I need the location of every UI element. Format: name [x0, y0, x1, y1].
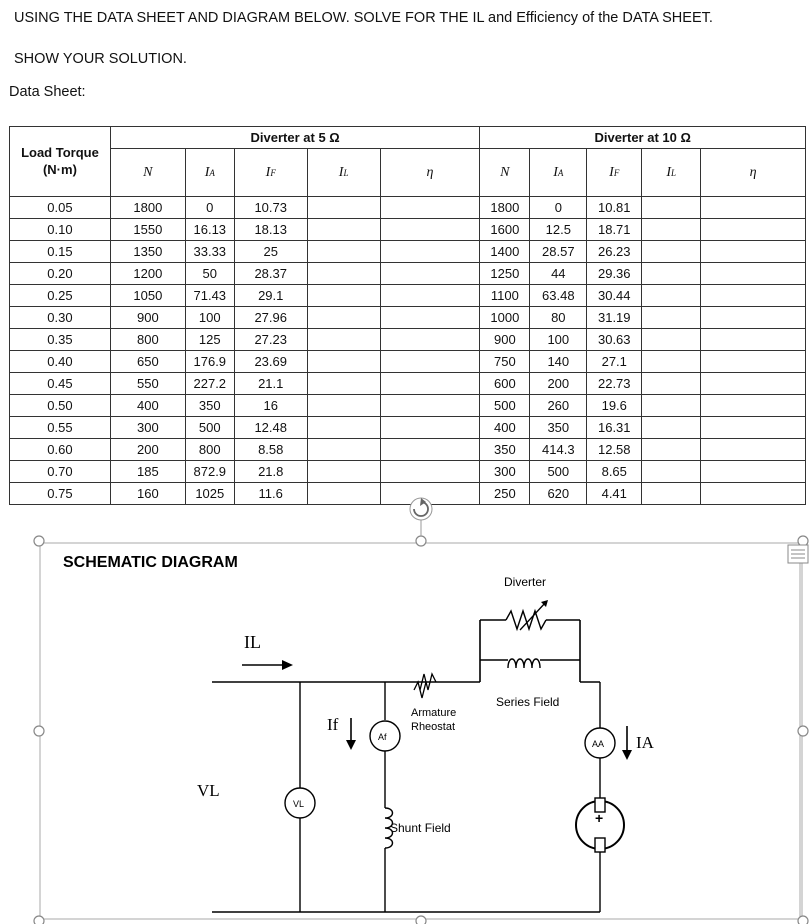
cell-if1: 16 — [234, 395, 307, 417]
empty-cell — [307, 351, 380, 373]
empty-cell — [307, 483, 380, 505]
cell-ia1: 100 — [185, 307, 234, 329]
cell-ia1: 872.9 — [185, 461, 234, 483]
empty-cell — [380, 395, 480, 417]
cell-ia1: 33.33 — [185, 241, 234, 263]
diverter-label: Diverter — [504, 575, 547, 589]
cell-n2: 1250 — [480, 263, 530, 285]
cell-torque: 0.25 — [10, 285, 111, 307]
cell-if2: 30.63 — [587, 329, 642, 351]
cell-if1: 25 — [234, 241, 307, 263]
empty-cell — [380, 417, 480, 439]
empty-cell — [642, 307, 701, 329]
cell-torque: 0.60 — [10, 439, 111, 461]
col-il-1: IL — [307, 149, 380, 197]
cell-n1: 1550 — [110, 219, 185, 241]
voltmeter-label: VL — [293, 799, 305, 809]
cell-n1: 300 — [110, 417, 185, 439]
table-row — [10, 307, 806, 329]
cell-if1: 8.58 — [234, 439, 307, 461]
cell-n1: 800 — [110, 329, 185, 351]
table-row — [10, 417, 806, 439]
empty-cell — [307, 329, 380, 351]
table-header-row-1 — [10, 127, 806, 149]
cell-if2: 29.36 — [587, 263, 642, 285]
empty-cell — [307, 307, 380, 329]
empty-cell — [380, 461, 480, 483]
cell-if2: 12.58 — [587, 439, 642, 461]
table-row — [10, 373, 806, 395]
schematic-image[interactable] — [37, 540, 457, 922]
cell-n1: 185 — [110, 461, 185, 483]
empty-cell — [701, 417, 806, 439]
cell-n2: 500 — [480, 395, 530, 417]
cell-n2: 400 — [480, 417, 530, 439]
cell-torque: 0.75 — [10, 483, 111, 505]
cell-n1: 900 — [110, 307, 185, 329]
empty-cell — [642, 285, 701, 307]
cell-torque: 0.05 — [10, 197, 111, 219]
empty-cell — [380, 241, 480, 263]
data-sheet-label: Data Sheet: — [9, 84, 86, 100]
empty-cell — [701, 351, 806, 373]
cell-n2: 300 — [480, 461, 530, 483]
empty-cell — [380, 197, 480, 219]
cell-ia2: 500 — [530, 461, 587, 483]
empty-cell — [380, 263, 480, 285]
empty-cell — [701, 439, 806, 461]
if-label: If — [327, 715, 339, 734]
cell-n2: 1400 — [480, 241, 530, 263]
table-row — [10, 483, 806, 505]
cell-n1: 1350 — [110, 241, 185, 263]
cell-torque: 0.40 — [10, 351, 111, 373]
empty-cell — [642, 483, 701, 505]
col-eta-1: η — [380, 149, 480, 197]
cell-ia1: 71.43 — [185, 285, 234, 307]
empty-cell — [307, 241, 380, 263]
empty-cell — [701, 285, 806, 307]
col-il-2: IL — [642, 149, 701, 197]
cell-if1: 21.8 — [234, 461, 307, 483]
cell-if2: 26.23 — [587, 241, 642, 263]
empty-cell — [380, 307, 480, 329]
cell-ia1: 1025 — [185, 483, 234, 505]
empty-cell — [380, 285, 480, 307]
series-field-coil — [508, 659, 540, 668]
cell-n2: 1100 — [480, 285, 530, 307]
cell-n2: 350 — [480, 439, 530, 461]
cell-n1: 160 — [110, 483, 185, 505]
table-row — [10, 351, 806, 373]
cell-ia1: 50 — [185, 263, 234, 285]
cell-if1: 29.1 — [234, 285, 307, 307]
cell-ia2: 28.57 — [530, 241, 587, 263]
empty-cell — [642, 439, 701, 461]
empty-cell — [642, 329, 701, 351]
empty-cell — [701, 395, 806, 417]
table-row — [10, 329, 806, 351]
empty-cell — [642, 197, 701, 219]
cell-torque: 0.15 — [10, 241, 111, 263]
empty-cell — [307, 439, 380, 461]
empty-cell — [642, 461, 701, 483]
cell-if2: 31.19 — [587, 307, 642, 329]
cell-ia2: 63.48 — [530, 285, 587, 307]
cell-n1: 1050 — [110, 285, 185, 307]
cell-if2: 8.65 — [587, 461, 642, 483]
diverter-5-header: Diverter at 5 Ω — [110, 127, 479, 149]
cell-n1: 400 — [110, 395, 185, 417]
cell-ia2: 12.5 — [530, 219, 587, 241]
rheostat-label: Rheostat — [411, 721, 456, 733]
cell-if1: 11.6 — [234, 483, 307, 505]
cell-if2: 18.71 — [587, 219, 642, 241]
diverter-resistor — [506, 611, 546, 629]
cell-n1: 1800 — [110, 197, 185, 219]
cell-n1: 550 — [110, 373, 185, 395]
ia-label: IA — [636, 733, 654, 752]
table-row — [10, 395, 806, 417]
vl-label: VL — [197, 781, 220, 800]
cell-ia1: 176.9 — [185, 351, 234, 373]
empty-cell — [307, 197, 380, 219]
if-arrow-head — [346, 740, 356, 750]
cell-n2: 250 — [480, 483, 530, 505]
cell-n2: 1000 — [480, 307, 530, 329]
empty-cell — [701, 197, 806, 219]
cell-ia1: 350 — [185, 395, 234, 417]
cell-torque: 0.55 — [10, 417, 111, 439]
table-header-row-2 — [10, 149, 806, 197]
cell-ia1: 800 — [185, 439, 234, 461]
empty-cell — [642, 395, 701, 417]
empty-cell — [642, 263, 701, 285]
cell-ia2: 620 — [530, 483, 587, 505]
col-ia-1: IA — [185, 149, 234, 197]
cell-ia2: 0 — [530, 197, 587, 219]
cell-if1: 12.48 — [234, 417, 307, 439]
empty-cell — [701, 373, 806, 395]
col-if-2: IF — [587, 149, 642, 197]
empty-cell — [307, 219, 380, 241]
cell-if2: 22.73 — [587, 373, 642, 395]
table-row — [10, 219, 806, 241]
shunt-field-label: Shunt Field — [390, 821, 451, 835]
cell-torque: 0.10 — [10, 219, 111, 241]
cell-if1: 18.13 — [234, 219, 307, 241]
empty-cell — [307, 263, 380, 285]
cell-torque: 0.70 — [10, 461, 111, 483]
cell-n1: 1200 — [110, 263, 185, 285]
empty-cell — [642, 241, 701, 263]
cell-if2: 4.41 — [587, 483, 642, 505]
table-row — [10, 197, 806, 219]
armature-label: Armature — [411, 707, 457, 719]
cell-if1: 27.23 — [234, 329, 307, 351]
cell-torque: 0.20 — [10, 263, 111, 285]
empty-cell — [642, 417, 701, 439]
cell-torque: 0.45 — [10, 373, 111, 395]
cell-n2: 900 — [480, 329, 530, 351]
armature-ammeter-label: AA — [592, 739, 605, 749]
cell-if1: 28.37 — [234, 263, 307, 285]
instruction-line-1: USING THE DATA SHEET AND DIAGRAM BELOW. SOLVE FOR THE IL and Efficiency of the DATA SHEET. — [14, 10, 713, 26]
cell-ia2: 414.3 — [530, 439, 587, 461]
cell-ia1: 16.13 — [185, 219, 234, 241]
cell-if2: 19.6 — [587, 395, 642, 417]
empty-cell — [701, 461, 806, 483]
table-row — [10, 241, 806, 263]
cell-ia1: 227.2 — [185, 373, 234, 395]
schematic-diagram-right — [420, 540, 810, 922]
cell-ia1: 0 — [185, 197, 234, 219]
cell-torque: 0.35 — [10, 329, 111, 351]
cell-if1: 27.96 — [234, 307, 307, 329]
schematic-diagram — [37, 540, 457, 922]
field-ammeter-label: Af — [378, 732, 387, 742]
empty-cell — [701, 263, 806, 285]
cell-if2: 10.81 — [587, 197, 642, 219]
series-field-label: Series Field — [496, 695, 560, 709]
data-sheet-table — [9, 126, 806, 505]
empty-cell — [380, 351, 480, 373]
cell-ia2: 140 — [530, 351, 587, 373]
cell-n1: 650 — [110, 351, 185, 373]
instruction-line-2: SHOW YOUR SOLUTION. — [14, 51, 187, 67]
empty-cell — [642, 373, 701, 395]
col-ia-2: IA — [530, 149, 587, 197]
cell-ia2: 350 — [530, 417, 587, 439]
table-row — [10, 285, 806, 307]
cell-if1: 21.1 — [234, 373, 307, 395]
empty-cell — [380, 329, 480, 351]
cell-torque: 0.50 — [10, 395, 111, 417]
table-row — [10, 461, 806, 483]
empty-cell — [307, 395, 380, 417]
table-body — [10, 197, 806, 505]
col-n-1: N — [110, 149, 185, 197]
schematic-title: SCHEMATIC DIAGRAM — [63, 554, 238, 571]
cell-if2: 16.31 — [587, 417, 642, 439]
empty-cell — [701, 219, 806, 241]
empty-cell — [380, 219, 480, 241]
cell-n2: 750 — [480, 351, 530, 373]
cell-if1: 23.69 — [234, 351, 307, 373]
empty-cell — [380, 439, 480, 461]
empty-cell — [701, 483, 806, 505]
cell-ia1: 500 — [185, 417, 234, 439]
cell-ia2: 260 — [530, 395, 587, 417]
empty-cell — [642, 351, 701, 373]
il-label: IL — [244, 632, 261, 652]
col-n-2: N — [480, 149, 530, 197]
cell-ia1: 125 — [185, 329, 234, 351]
cell-ia2: 44 — [530, 263, 587, 285]
table-row — [10, 263, 806, 285]
col-eta-2: η — [701, 149, 806, 197]
empty-cell — [642, 219, 701, 241]
empty-cell — [380, 483, 480, 505]
plus-sign: + — [595, 810, 604, 826]
cell-n1: 200 — [110, 439, 185, 461]
empty-cell — [307, 417, 380, 439]
cell-if2: 30.44 — [587, 285, 642, 307]
empty-cell — [380, 373, 480, 395]
cell-ia2: 80 — [530, 307, 587, 329]
load-torque-header: Load Torque (N·m) — [10, 127, 111, 197]
empty-cell — [307, 461, 380, 483]
cell-n2: 600 — [480, 373, 530, 395]
empty-cell — [307, 285, 380, 307]
empty-cell — [701, 307, 806, 329]
cell-if1: 10.73 — [234, 197, 307, 219]
table-row — [10, 439, 806, 461]
cell-if2: 27.1 — [587, 351, 642, 373]
cell-torque: 0.30 — [10, 307, 111, 329]
empty-cell — [701, 329, 806, 351]
cell-ia2: 100 — [530, 329, 587, 351]
empty-cell — [701, 241, 806, 263]
col-if-1: IF — [234, 149, 307, 197]
cell-n2: 1800 — [480, 197, 530, 219]
diverter-10-header: Diverter at 10 Ω — [480, 127, 806, 149]
cell-ia2: 200 — [530, 373, 587, 395]
cell-n2: 1600 — [480, 219, 530, 241]
il-arrow-head — [282, 660, 293, 670]
empty-cell — [307, 373, 380, 395]
